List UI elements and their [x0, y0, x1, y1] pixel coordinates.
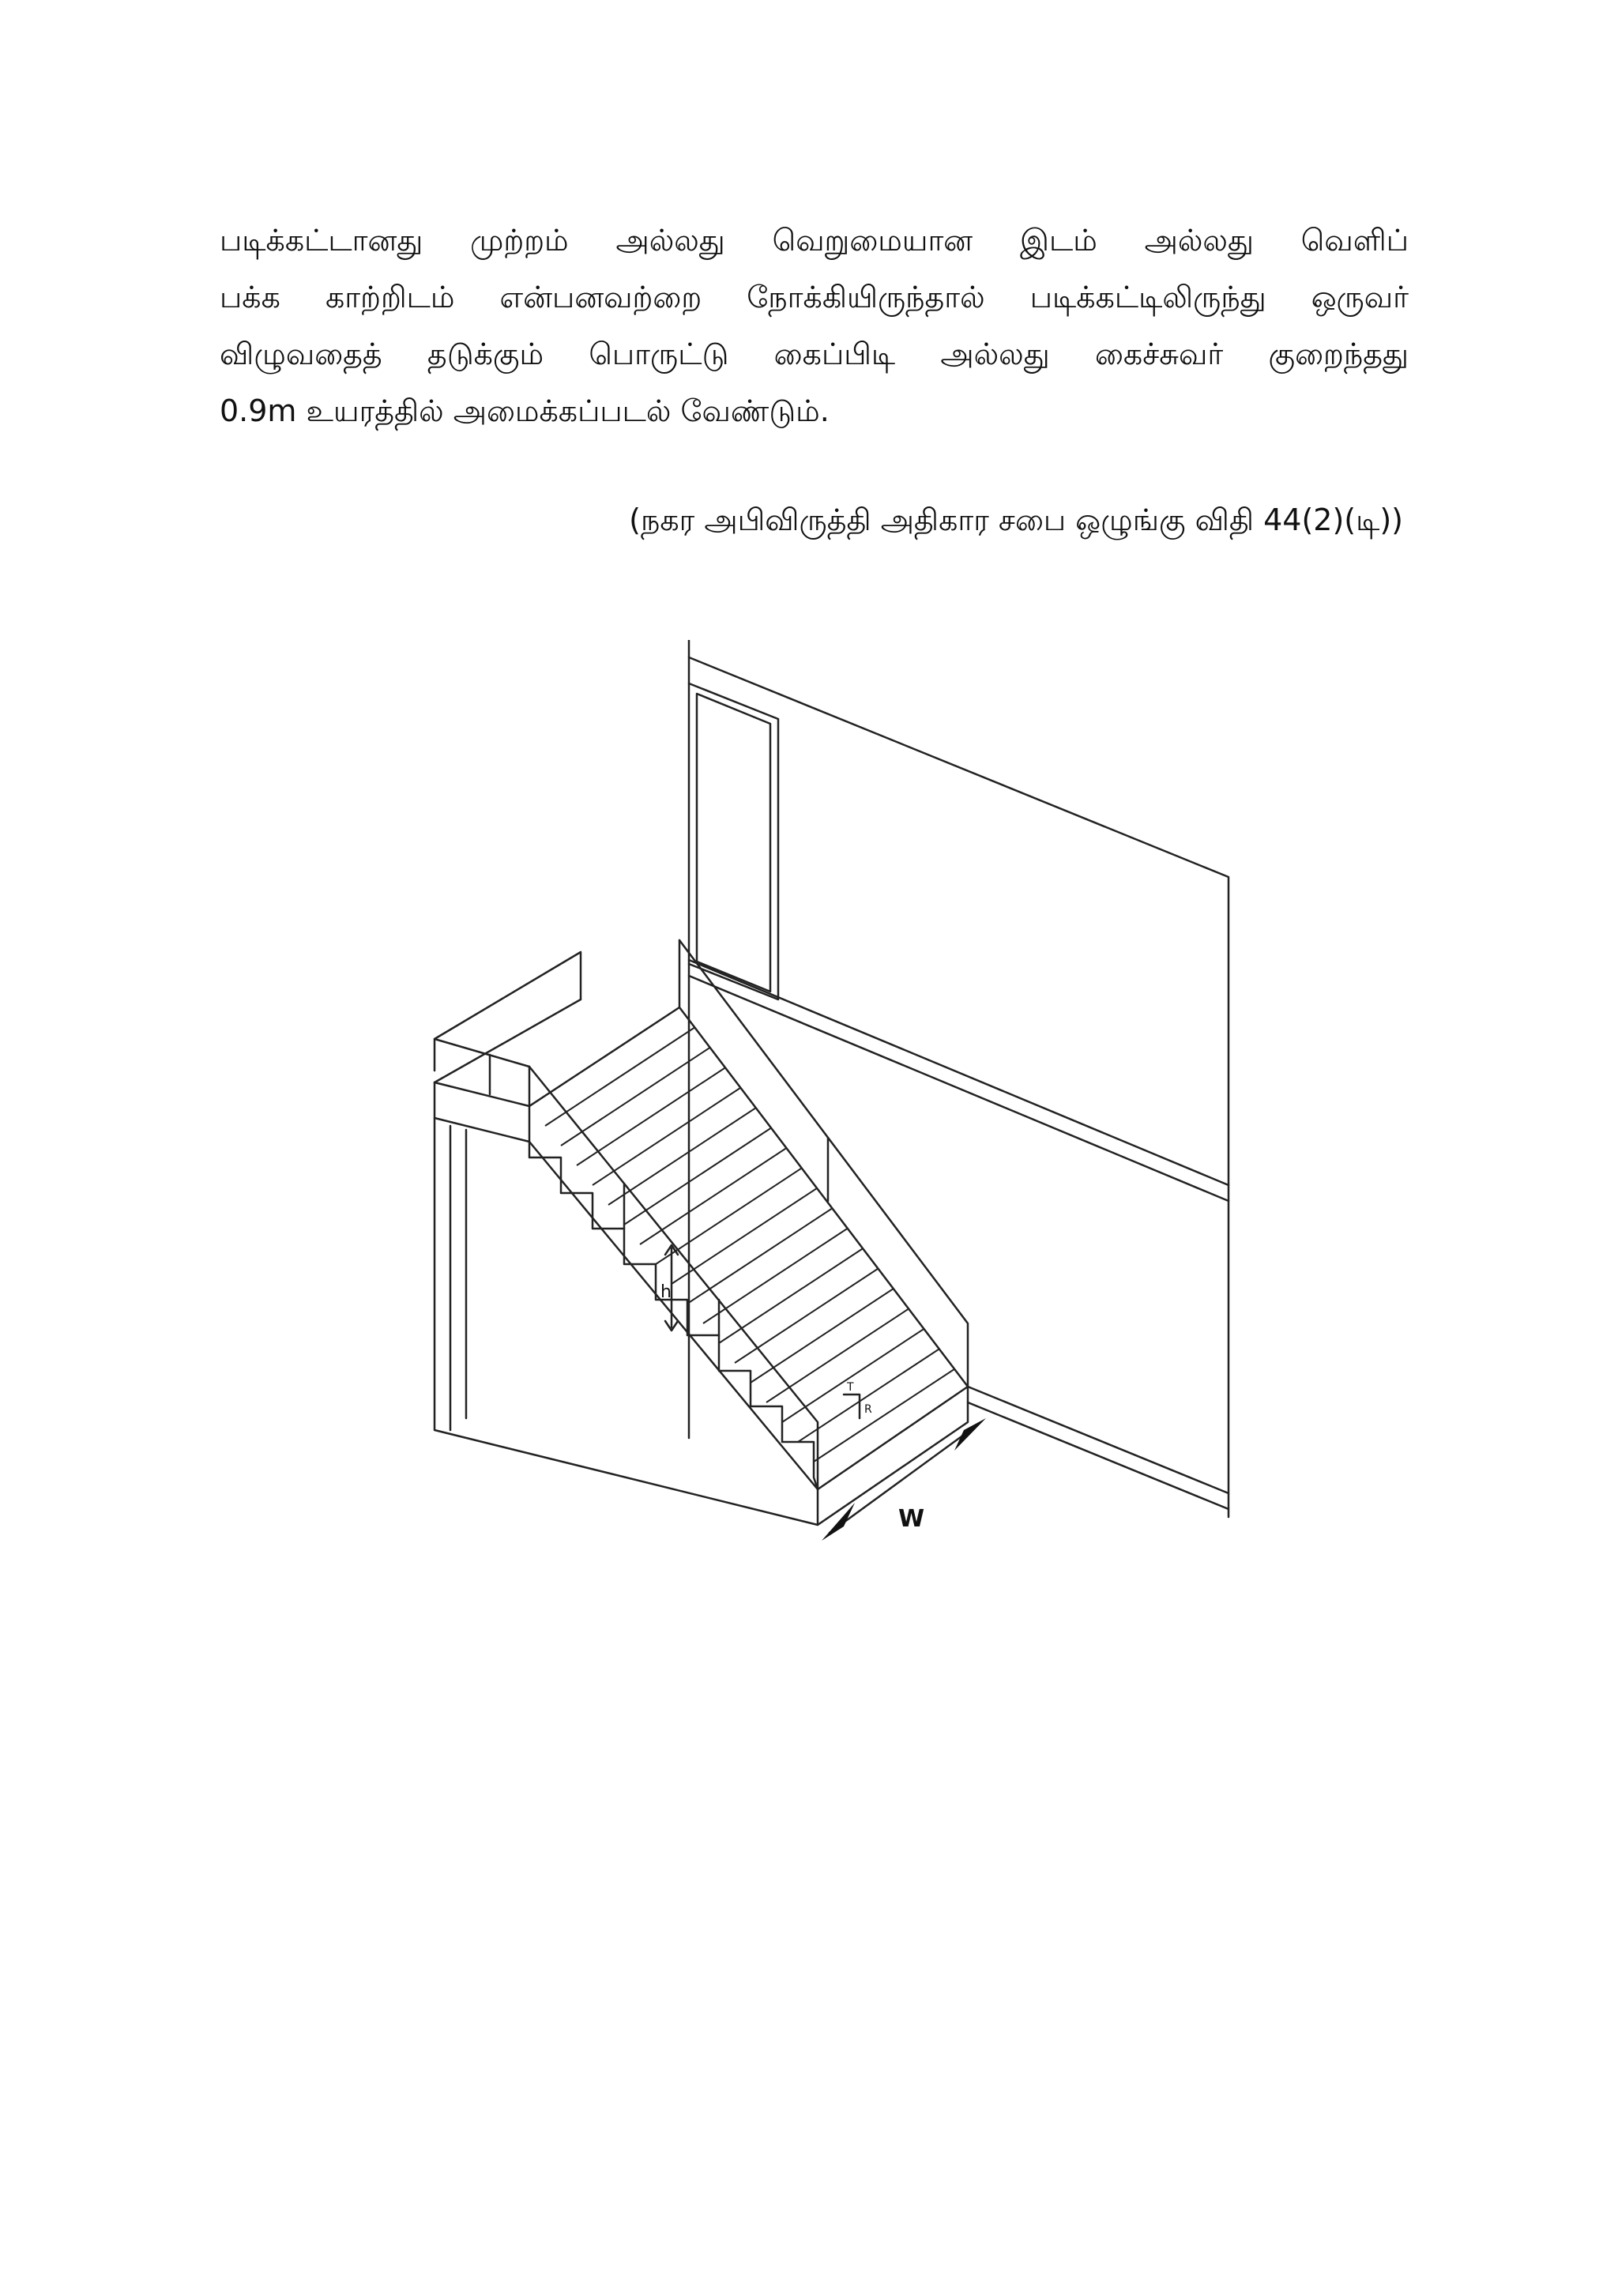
right-handrail: [679, 940, 968, 1387]
tread-line: [782, 1323, 932, 1422]
tread-line: [672, 1185, 822, 1284]
regulation-citation: (நகர அபிவிருத்தி அதிகார சபை ஒழுங்கு விதி 44(2)(டி)): [629, 502, 1403, 537]
stair-treads: [529, 1007, 964, 1462]
drawing-lines: [435, 640, 1229, 1533]
door-inner-frame: [697, 694, 770, 992]
width-arrow-right: [954, 1418, 986, 1451]
landing-side-edge: [435, 1082, 529, 1106]
tread-line: [529, 1007, 679, 1106]
paragraph-line-1: படிக்கட்டானது முற்றம் அல்லது வெறுமையான இடம் அல்லது வெளிப்: [220, 223, 1409, 258]
tread-line: [545, 1027, 695, 1126]
wall-band-upper: [689, 960, 1229, 1185]
skirting-bottom: [968, 1402, 1229, 1509]
tread-line: [577, 1067, 727, 1165]
skirting-top: [968, 1387, 1229, 1493]
landing-slab: [435, 1082, 529, 1142]
paragraph-line-4: 0.9m உயரத்தில் அமைக்கப்படல் வேண்டும்.: [220, 393, 830, 428]
tread-label: T: [847, 1381, 854, 1394]
tread-line: [624, 1126, 774, 1225]
tread-line: [608, 1106, 758, 1205]
stair-right-edge: [679, 1007, 968, 1387]
tread-line: [703, 1225, 853, 1323]
tread-line: [735, 1264, 885, 1363]
tread-line: [719, 1244, 869, 1343]
tread-line: [656, 1165, 806, 1264]
bottom-step-riser: [818, 1387, 968, 1525]
tread-line: [751, 1284, 901, 1383]
door-outer-frame: [689, 683, 778, 999]
tread-line: [798, 1343, 948, 1442]
left-handrail: [529, 1067, 818, 1489]
tread-line: [766, 1304, 916, 1402]
wall-band-lower: [689, 976, 1229, 1201]
paragraph-line-2: பக்க காற்றிடம் என்பனவற்றை நோக்கியிருந்தால் படிக்கட்டிலிருந்து ஒருவர்: [220, 280, 1409, 314]
regulation-paragraph: [220, 212, 1409, 439]
staircase-diagram: [411, 640, 1248, 1588]
width-label: W: [898, 1505, 925, 1533]
riser-label: R: [864, 1403, 872, 1416]
tread-line: [687, 1205, 837, 1304]
tread-line: [593, 1086, 743, 1185]
support-wall-outline: [435, 1118, 818, 1525]
staircase-drawing: [411, 640, 1248, 1588]
landing-rail-side: [435, 1039, 529, 1106]
height-label: h: [660, 1282, 672, 1302]
paragraph-line-3: விழுவதைத் தடுக்கும் பொருட்டு கைப்பிடி அல்லது கைச்சுவர் குறைந்தது: [220, 337, 1409, 371]
landing-back-edge: [435, 999, 581, 1082]
tread-line: [814, 1363, 964, 1462]
width-arrow-left: [822, 1503, 855, 1541]
tread-line: [640, 1146, 790, 1244]
